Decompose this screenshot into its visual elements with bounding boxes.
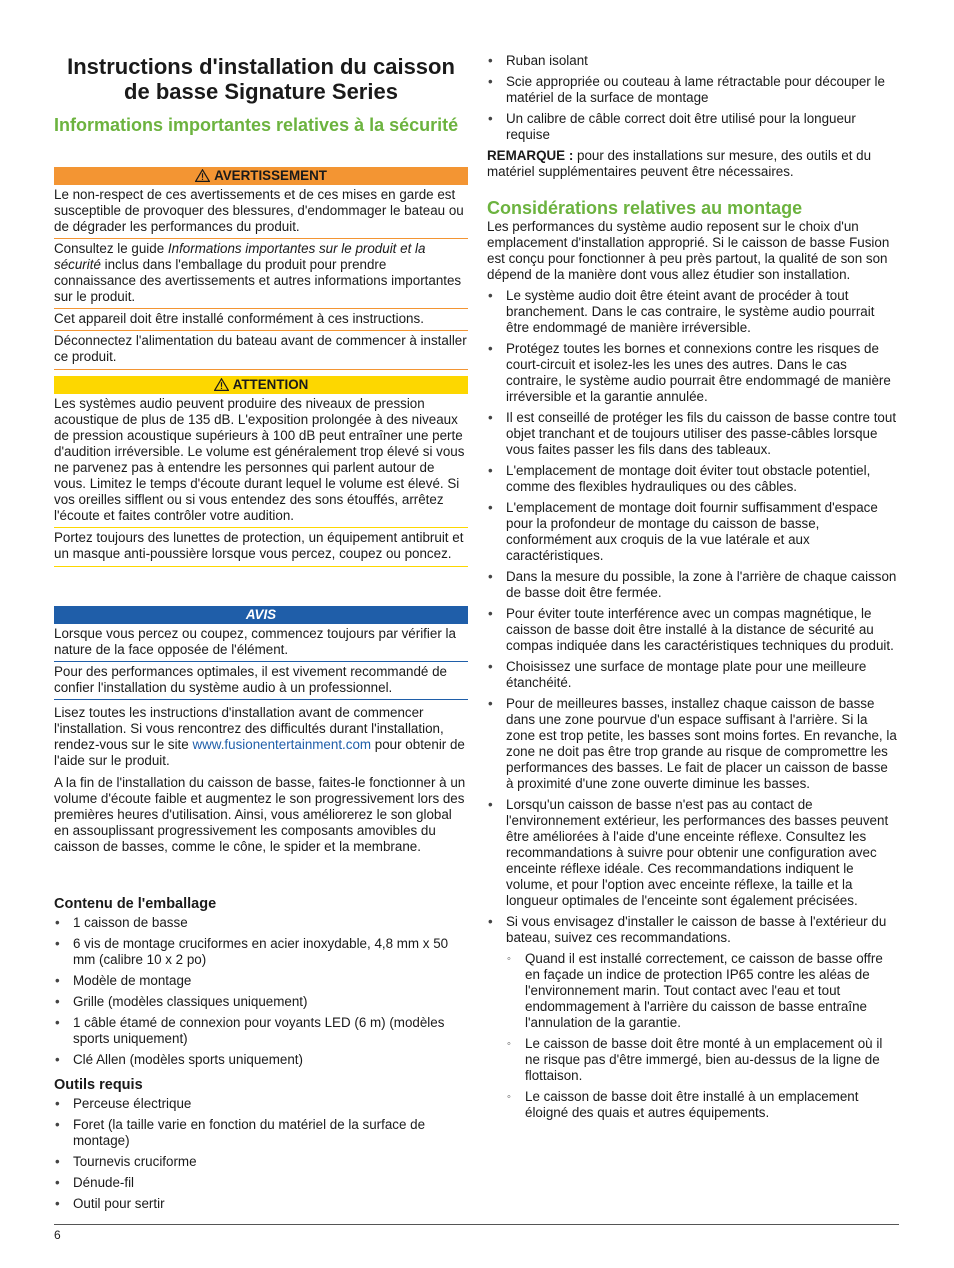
safety-heading: Informations importantes relatives à la sécurité: [54, 115, 459, 135]
sub-list-item: ◦ Quand il est installé correctement, ce caisson de basse offre en façade un indice de protection IP65 contre les aléas de l'environnement marin. Tout contact avec l'eau et tout endommagement à l'arrière du caisson de basse entraîne l'annulation de la garantie.: [506, 951, 899, 1031]
warning-label: AVERTISSEMENT: [214, 168, 327, 183]
tools-list-continued: [487, 53, 899, 143]
sub-list-item: ◦ Le caisson de basse doit être monté à un emplacement où il ne risque pas d'être immergé, bien au-dessus de la ligne de flottaison.: [506, 1036, 899, 1084]
list-item: • Dénude-fil: [54, 1175, 468, 1191]
mounting-intro: Les performances du système audio reposent sur le choix d'un emplacement d'installation approprié. Si le caisson de basse Fusion est conçu pour fonctionner à peu près partout, la qualité de son son dépend de la manière dont vous allez étudier son installation.: [487, 219, 890, 282]
tools-list: [54, 1096, 468, 1212]
list-item: • Clé Allen (modèles sports uniquement): [54, 1052, 468, 1068]
sub-list-item: ◦ Le caisson de basse doit être installé à un emplacement éloigné des quais et autres équipements.: [506, 1089, 899, 1121]
package-heading: Contenu de l'emballage: [54, 896, 217, 912]
list-item: • Ruban isolant: [487, 53, 899, 69]
list-item: • Grille (modèles classiques uniquement): [54, 994, 468, 1010]
list-item: • Outil pour sertir: [54, 1196, 468, 1212]
list-item: • Tournevis cruciforme: [54, 1154, 468, 1170]
fusion-website-link[interactable]: www.fusionentertainment.com: [192, 737, 372, 752]
mounting-heading: Considérations relatives au montage: [487, 198, 803, 218]
list-item: • 6 vis de montage cruciformes en acier inoxydable, 4,8 mm x 50 mm (calibre 10 x 2 po): [54, 936, 468, 968]
notice-text-2: Pour des performances optimales, il est vivement recommandé de confier l'installation du système audio à un professionnel.: [54, 664, 447, 695]
footer-divider: [54, 1224, 899, 1225]
list-item: • Si vous envisagez d'installer le caisson de basse à l'extérieur du bateau, suivez ces recommandations. ◦ Quand il est installé correctement, ce caisson de basse offre en façade un indice de protection IP65 contre les aléas de l'environnement marin. Tout contact avec l'eau et tout endommagement à l'arrière du caisson de basse entraîne l'annulation de la garantie. ◦ Le caisson de basse doit être monté à un emplacement où il ne risque pas d'être immergé, bien au-dessus de la ligne de flottaison. ◦ Le caisson de basse doit être installé à un emplacement éloigné des quais et autres équipements.: [487, 914, 899, 1121]
caution-text-2: Portez toujours des lunettes de protection, un équipement antibruit et un masque anti-poussière lorsque vous percez, coupez ou poncez.: [54, 530, 464, 561]
caution-banner: [54, 376, 468, 394]
list-item: • L'emplacement de montage doit fournir suffisamment d'espace pour la profondeur de montage du caisson de basse, conformément aux croquis de la vue latérale et aux caractéristiques.: [487, 500, 899, 564]
list-item: • Pour de meilleures basses, installez chaque caisson de basse dans une zone pourvue d'un espace suffisant à l'arrière. Si la zone est trop petite, les basses sont moins fortes. En revanche, la zone ne doit pas être trop grande au risque de compromettre les performances des basses. Le fait de placer un caisson de basse à proximité d'une zone ouverte diminue les basses.: [487, 696, 899, 792]
list-item: • Choisissez une surface de montage plate pour une meilleure étanchéité.: [487, 659, 899, 691]
intro-paragraph-1: Lisez toutes les instructions d'installation avant de commencer l'installation. Si vous rencontrez des difficultés durant l'installation, rendez-vous sur le site www.fusionentertainment.com pour obtenir de l'aide sur le produit.: [54, 705, 465, 768]
intro-paragraph-2: A la fin de l'installation du caisson de basse, faites-le fonctionner à un volume d'écoute faible et augmentez le son progressivement lors des premières heures d'utilisation. Ainsi, vous améliorerez le son global en assouplissant progressivement les composants amovibles du caisson de basses, comme le cône, le spider et la membrane.: [54, 775, 466, 854]
warning-banner: [54, 167, 468, 185]
mounting-sublist: [506, 951, 899, 1121]
list-item: • Lorsqu'un caisson de basse n'est pas au contact de l'environnement extérieur, les performances des basses peuvent être améliorées à l'aide d'une enceinte réflexe. Consultez les recommandations à suivre pour obtenir une configuration avec enceinte réflexe idéale. Ces recommandations indiquent le volume, et pour l'option avec enceinte réflexe, la taille et la longueur optimales de l'enceinte sont également précisées.: [487, 797, 899, 909]
list-item: • L'emplacement de montage doit éviter tout obstacle potentiel, comme des flexibles hydrauliques ou des câbles.: [487, 463, 899, 495]
warning-text-3: Cet appareil doit être installé conformément à ces instructions.: [54, 311, 424, 326]
list-item: • Il est conseillé de protéger les fils du caisson de basse contre tout objet tranchant et de toujours utiliser des passe-câbles lorsque vous faites passer les fils dans des tableaux.: [487, 410, 899, 458]
mounting-list: [487, 288, 899, 1121]
page-title: Instructions d'installation du caisson de basse Signature Series: [67, 54, 455, 104]
package-list: [54, 915, 468, 1068]
notice-box: [54, 606, 468, 700]
notice-label: AVIS: [245, 607, 277, 622]
list-item: • Dans la mesure du possible, la zone à l'arrière de chaque caisson de basse doit être fermée.: [487, 569, 899, 601]
warning-box: [54, 167, 468, 370]
warning-text-2: Consultez le guide Informations importantes sur le produit et la sécurité inclus dans l'emballage du produit pour prendre connaissance des avertissements et autres informations importantes sur le produit.: [54, 239, 468, 309]
warning-text-1: Le non-respect de ces avertissements et de ces mises en garde est susceptible de provoquer des blessures, d'endommager le bateau ou de dégrader les performances du produit.: [54, 187, 464, 234]
page-number: 6: [54, 1228, 61, 1242]
list-item: • Un calibre de câble correct doit être utilisé pour la longueur requise: [487, 111, 899, 143]
tools-heading: Outils requis: [54, 1077, 143, 1093]
tools-note: REMARQUE : pour des installations sur mesure, des outils et du matériel supplémentaires peuvent être nécessaires.: [487, 148, 872, 179]
list-item: • 1 caisson de basse: [54, 915, 468, 931]
list-item: • Scie appropriée ou couteau à lame rétractable pour découper le matériel de la surface de montage: [487, 74, 899, 106]
warning-text-4: Déconnectez l'alimentation du bateau avant de commencer à installer ce produit.: [54, 333, 467, 364]
notice-text-1: Lorsque vous percez ou coupez, commencez toujours par vérifier la nature de la face opposée de l'élément.: [54, 626, 456, 657]
list-item: • Protégez toutes les bornes et connexions contre les risques de court-circuit et isolez-les les unes des autres. Dans le cas contraire, le système audio pourrait être endommagé de manière irréversible et la garantie annulée.: [487, 341, 899, 405]
caution-text-1: Les systèmes audio peuvent produire des niveaux de pression acoustique de plus de 135 dB. L'exposition prolongée à des niveaux de pression acoustique supérieurs à 100 dB peut entraîner une perte d'audition irréversible. Le volume est généralement trop élevé si vous ne parvenez pas à entendre les personnes qui parlent autour de vous. Limitez le temps d'écoute durant lequel le volume est élevé. Si vos oreilles sifflent ou si vous entendez des sons étouffés, arrêtez l'écoute et faites contrôler votre audition.: [54, 396, 465, 523]
list-item: • Perceuse électrique: [54, 1096, 468, 1112]
warning-triangle-icon: [214, 378, 229, 391]
list-item: • 1 câble étamé de connexion pour voyants LED (6 m) (modèles sports uniquement): [54, 1015, 468, 1047]
list-item: • Modèle de montage: [54, 973, 468, 989]
list-item: • Foret (la taille varie en fonction du matériel de la surface de montage): [54, 1117, 468, 1149]
caution-label: ATTENTION: [232, 377, 309, 392]
caution-box: [54, 376, 468, 567]
notice-banner: [54, 606, 468, 624]
warning-triangle-icon: [195, 169, 210, 182]
list-item: • Le système audio doit être éteint avant de procéder à tout branchement. Dans le cas contraire, le système audio pourrait être endommagé de manière irréversible.: [487, 288, 899, 336]
list-item: • Pour éviter toute interférence avec un compas magnétique, le caisson de basse doit être installé à la distance de sécurité au compas indiquée dans les caractéristiques techniques du produit.: [487, 606, 899, 654]
